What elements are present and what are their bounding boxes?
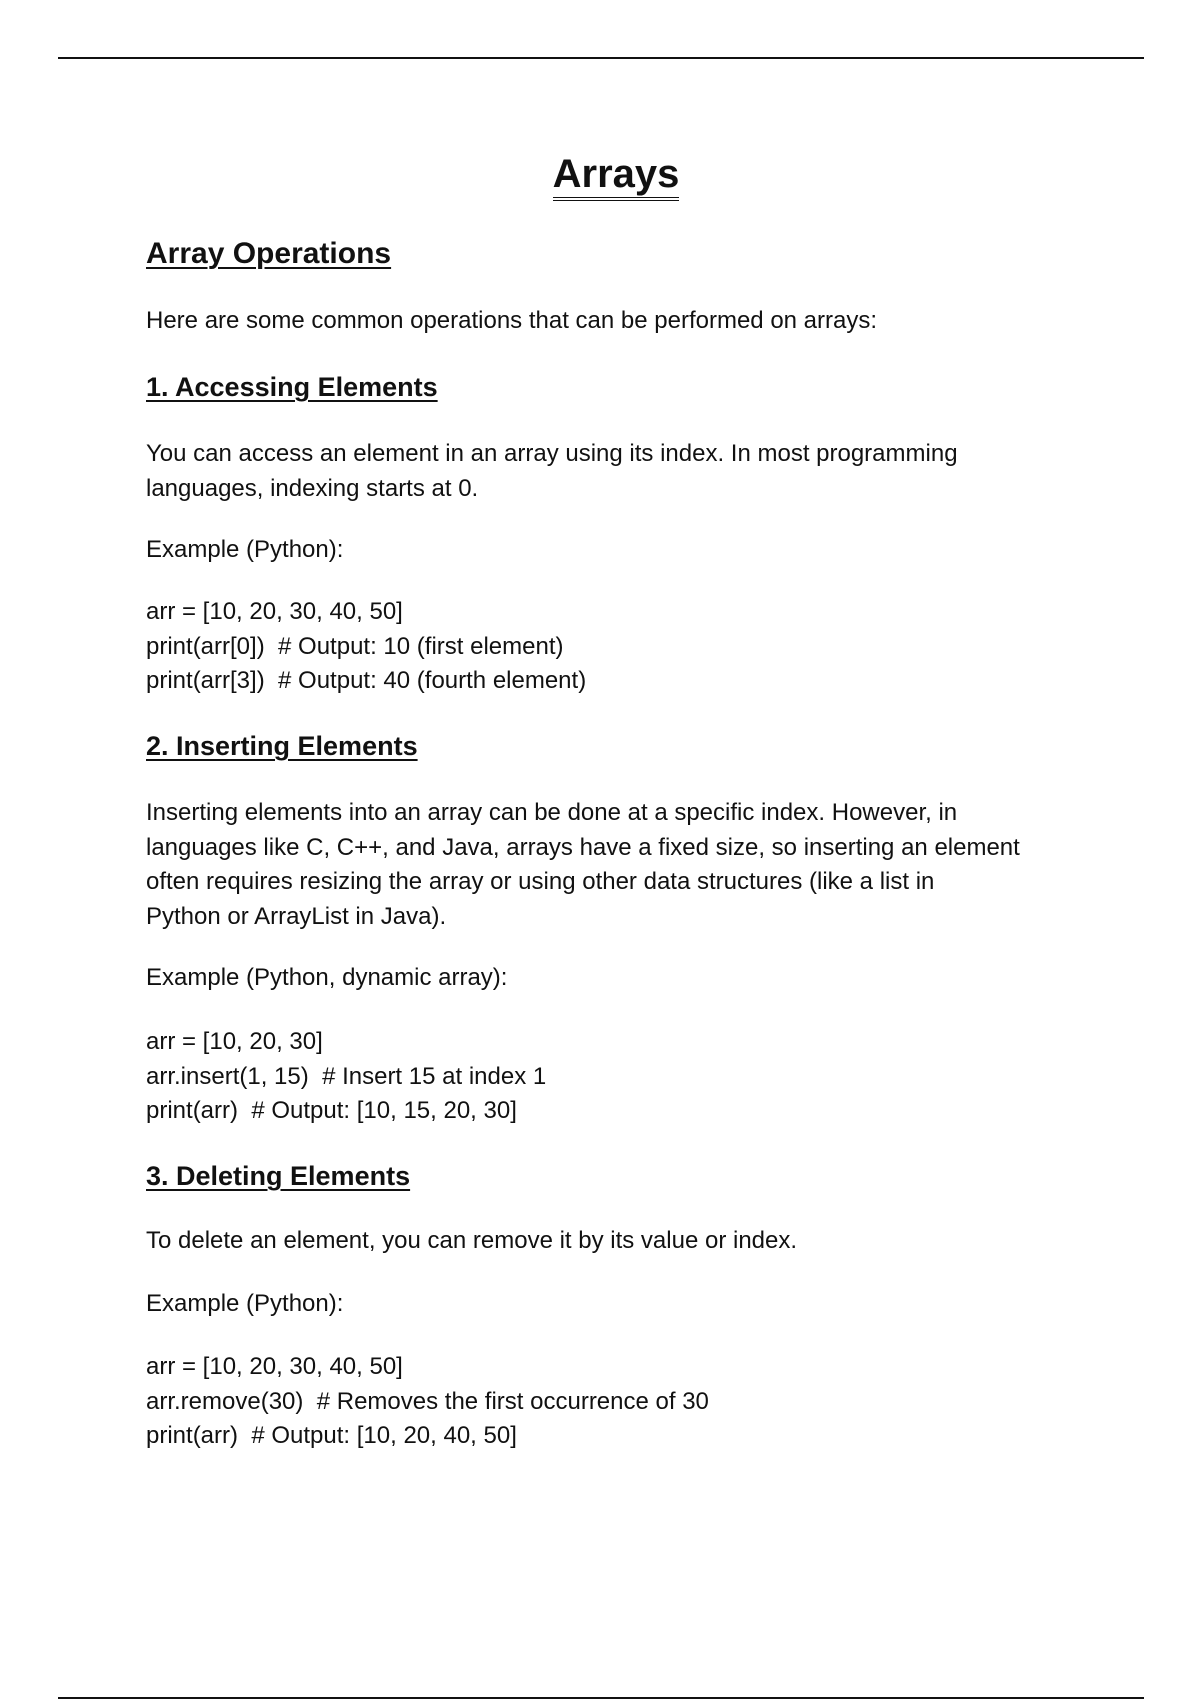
header-rule (58, 57, 1144, 59)
subsection-paragraph-inserting (146, 796, 1086, 934)
code-line: print(arr) # Output: [10, 15, 20, 30] (146, 1097, 517, 1124)
code-block-inserting (146, 1025, 1086, 1129)
subsection-paragraph-deleting (146, 1224, 1086, 1259)
subsection-paragraph-accessing (146, 437, 1086, 506)
subsection-heading-accessing: 1. Accessing Elements (146, 372, 438, 402)
code-line: print(arr) # Output: [10, 20, 40, 50] (146, 1422, 517, 1449)
section-heading: Array Operations (146, 237, 392, 270)
paragraph-line: Python or ArrayList in Java). (146, 902, 447, 930)
subsection-heading-inserting: 2. Inserting Elements (146, 731, 418, 761)
code-line: arr.remove(30) # Removes the first occurrence of 30 (146, 1387, 709, 1415)
footer-rule (58, 1697, 1144, 1699)
code-line: print(arr[3]) # Output: 40 (fourth element) (146, 667, 587, 694)
paragraph-line: To delete an element, you can remove it by its value or index. (146, 1227, 798, 1254)
code-line: arr = [10, 20, 30, 40, 50] (146, 1353, 403, 1380)
example-label: Example (Python): (146, 1290, 344, 1317)
example-label: Example (Python): (146, 536, 344, 563)
page-title (146, 150, 1086, 198)
code-line: print(arr[0]) # Output: 10 (first element) (146, 632, 564, 660)
code-block-accessing (146, 595, 1086, 699)
paragraph-line: Inserting elements into an array can be done at a specific index. However, in (146, 799, 958, 826)
code-line: arr = [10, 20, 30] (146, 1028, 323, 1055)
paragraph-line: languages like C, C++, and Java, arrays have a fixed size, so inserting an element (146, 833, 1020, 861)
paragraph-line: often requires resizing the array or using other data structures (like a list in (146, 868, 935, 895)
code-line: arr = [10, 20, 30, 40, 50] (146, 598, 403, 625)
intro-paragraph: Here are some common operations that can be performed on arrays: (146, 307, 878, 334)
code-block-deleting (146, 1350, 1086, 1454)
paragraph-line: You can access an element in an array using its index. In most programming (146, 440, 958, 467)
example-label: Example (Python, dynamic array): (146, 964, 508, 991)
paragraph-line: languages, indexing starts at 0. (146, 474, 479, 502)
page-title-text: Arrays (553, 152, 680, 201)
subsection-heading-deleting: 3. Deleting Elements (146, 1161, 411, 1191)
code-line: arr.insert(1, 15) # Insert 15 at index 1 (146, 1062, 547, 1090)
